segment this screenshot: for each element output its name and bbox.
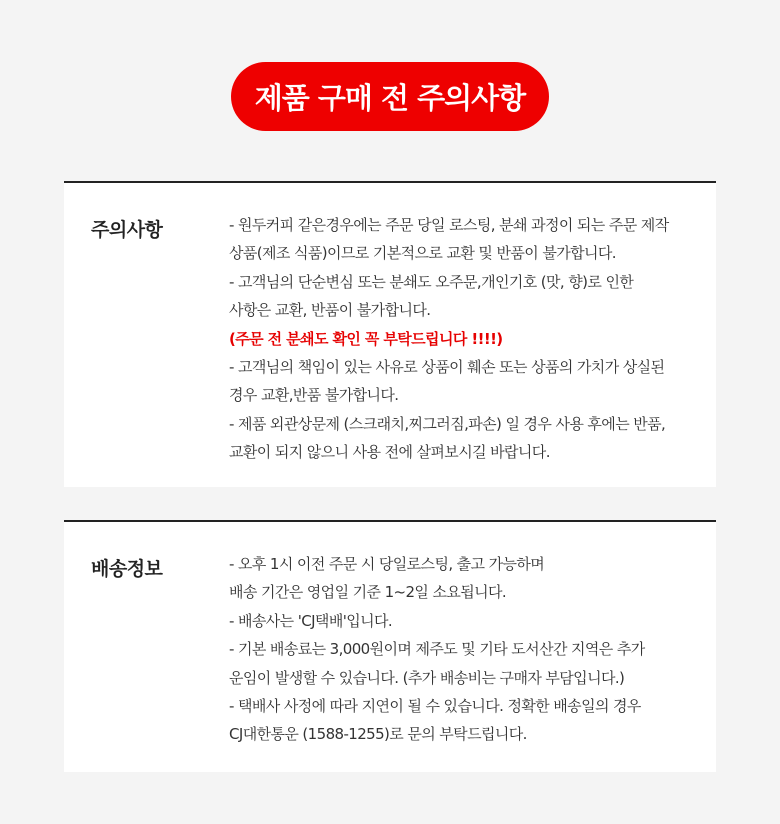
caution-line: 상품(제조 식품)이므로 기본적으로 교환 및 반품이 불가합니다. bbox=[229, 244, 616, 263]
shipping-line: - 오후 1시 이전 주문 시 당일로스팅, 출고 가능하며 bbox=[229, 555, 545, 573]
caution-line: - 고객님의 단순변심 또는 분쇄도 오주문,개인기호 (맛, 향)로 인한 bbox=[229, 272, 634, 291]
caution-line: 경우 교환,반품 불가합니다. bbox=[229, 386, 399, 405]
caution-line: 교환이 되지 않으니 사용 전에 살펴보시길 바랍니다. bbox=[229, 443, 550, 462]
caution-section bbox=[64, 181, 716, 487]
caution-body bbox=[229, 211, 714, 467]
caution-line: - 제품 외관상문제 (스크래치,찌그러짐,파손) 일 경우 사용 후에는 반품, bbox=[229, 414, 666, 433]
shipping-line: 배송 기간은 영업일 기준 1~2일 소요됩니다. bbox=[229, 583, 507, 602]
shipping-line: CJ대한통운 (1588-1255)로 문의 부탁드립니다. bbox=[229, 725, 527, 744]
caution-warning-line: (주문 전 분쇄도 확인 꼭 부탁드립니다 !!!!) bbox=[229, 329, 503, 348]
shipping-line: 운임이 발생할 수 있습니다. (추가 배송비는 구매자 부담입니다.) bbox=[229, 668, 625, 687]
shipping-section bbox=[64, 520, 716, 772]
shipping-line: - 택배사 사정에 따라 지연이 될 수 있습니다. 정확한 배송일의 경우 bbox=[229, 697, 641, 716]
caution-line: - 원두커피 같은경우에는 주문 당일 로스팅, 분쇄 과정이 되는 주문 제작 bbox=[229, 216, 669, 234]
caution-label: 주의사항 bbox=[91, 219, 163, 241]
shipping-body bbox=[229, 550, 714, 749]
shipping-line: - 배송사는 'CJ택배'입니다. bbox=[229, 611, 393, 630]
page-title: 제품 구매 전 주의사항 bbox=[231, 62, 549, 131]
caution-line: 사항은 교환, 반품이 불가합니다. bbox=[229, 301, 431, 320]
shipping-label: 배송정보 bbox=[91, 558, 163, 580]
shipping-line: - 기본 배송료는 3,000원이며 제주도 및 기타 도서산간 지역은 추가 bbox=[229, 640, 645, 659]
caution-line: - 고객님의 책임이 있는 사유로 상품이 훼손 또는 상품의 가치가 상실된 bbox=[229, 358, 665, 377]
